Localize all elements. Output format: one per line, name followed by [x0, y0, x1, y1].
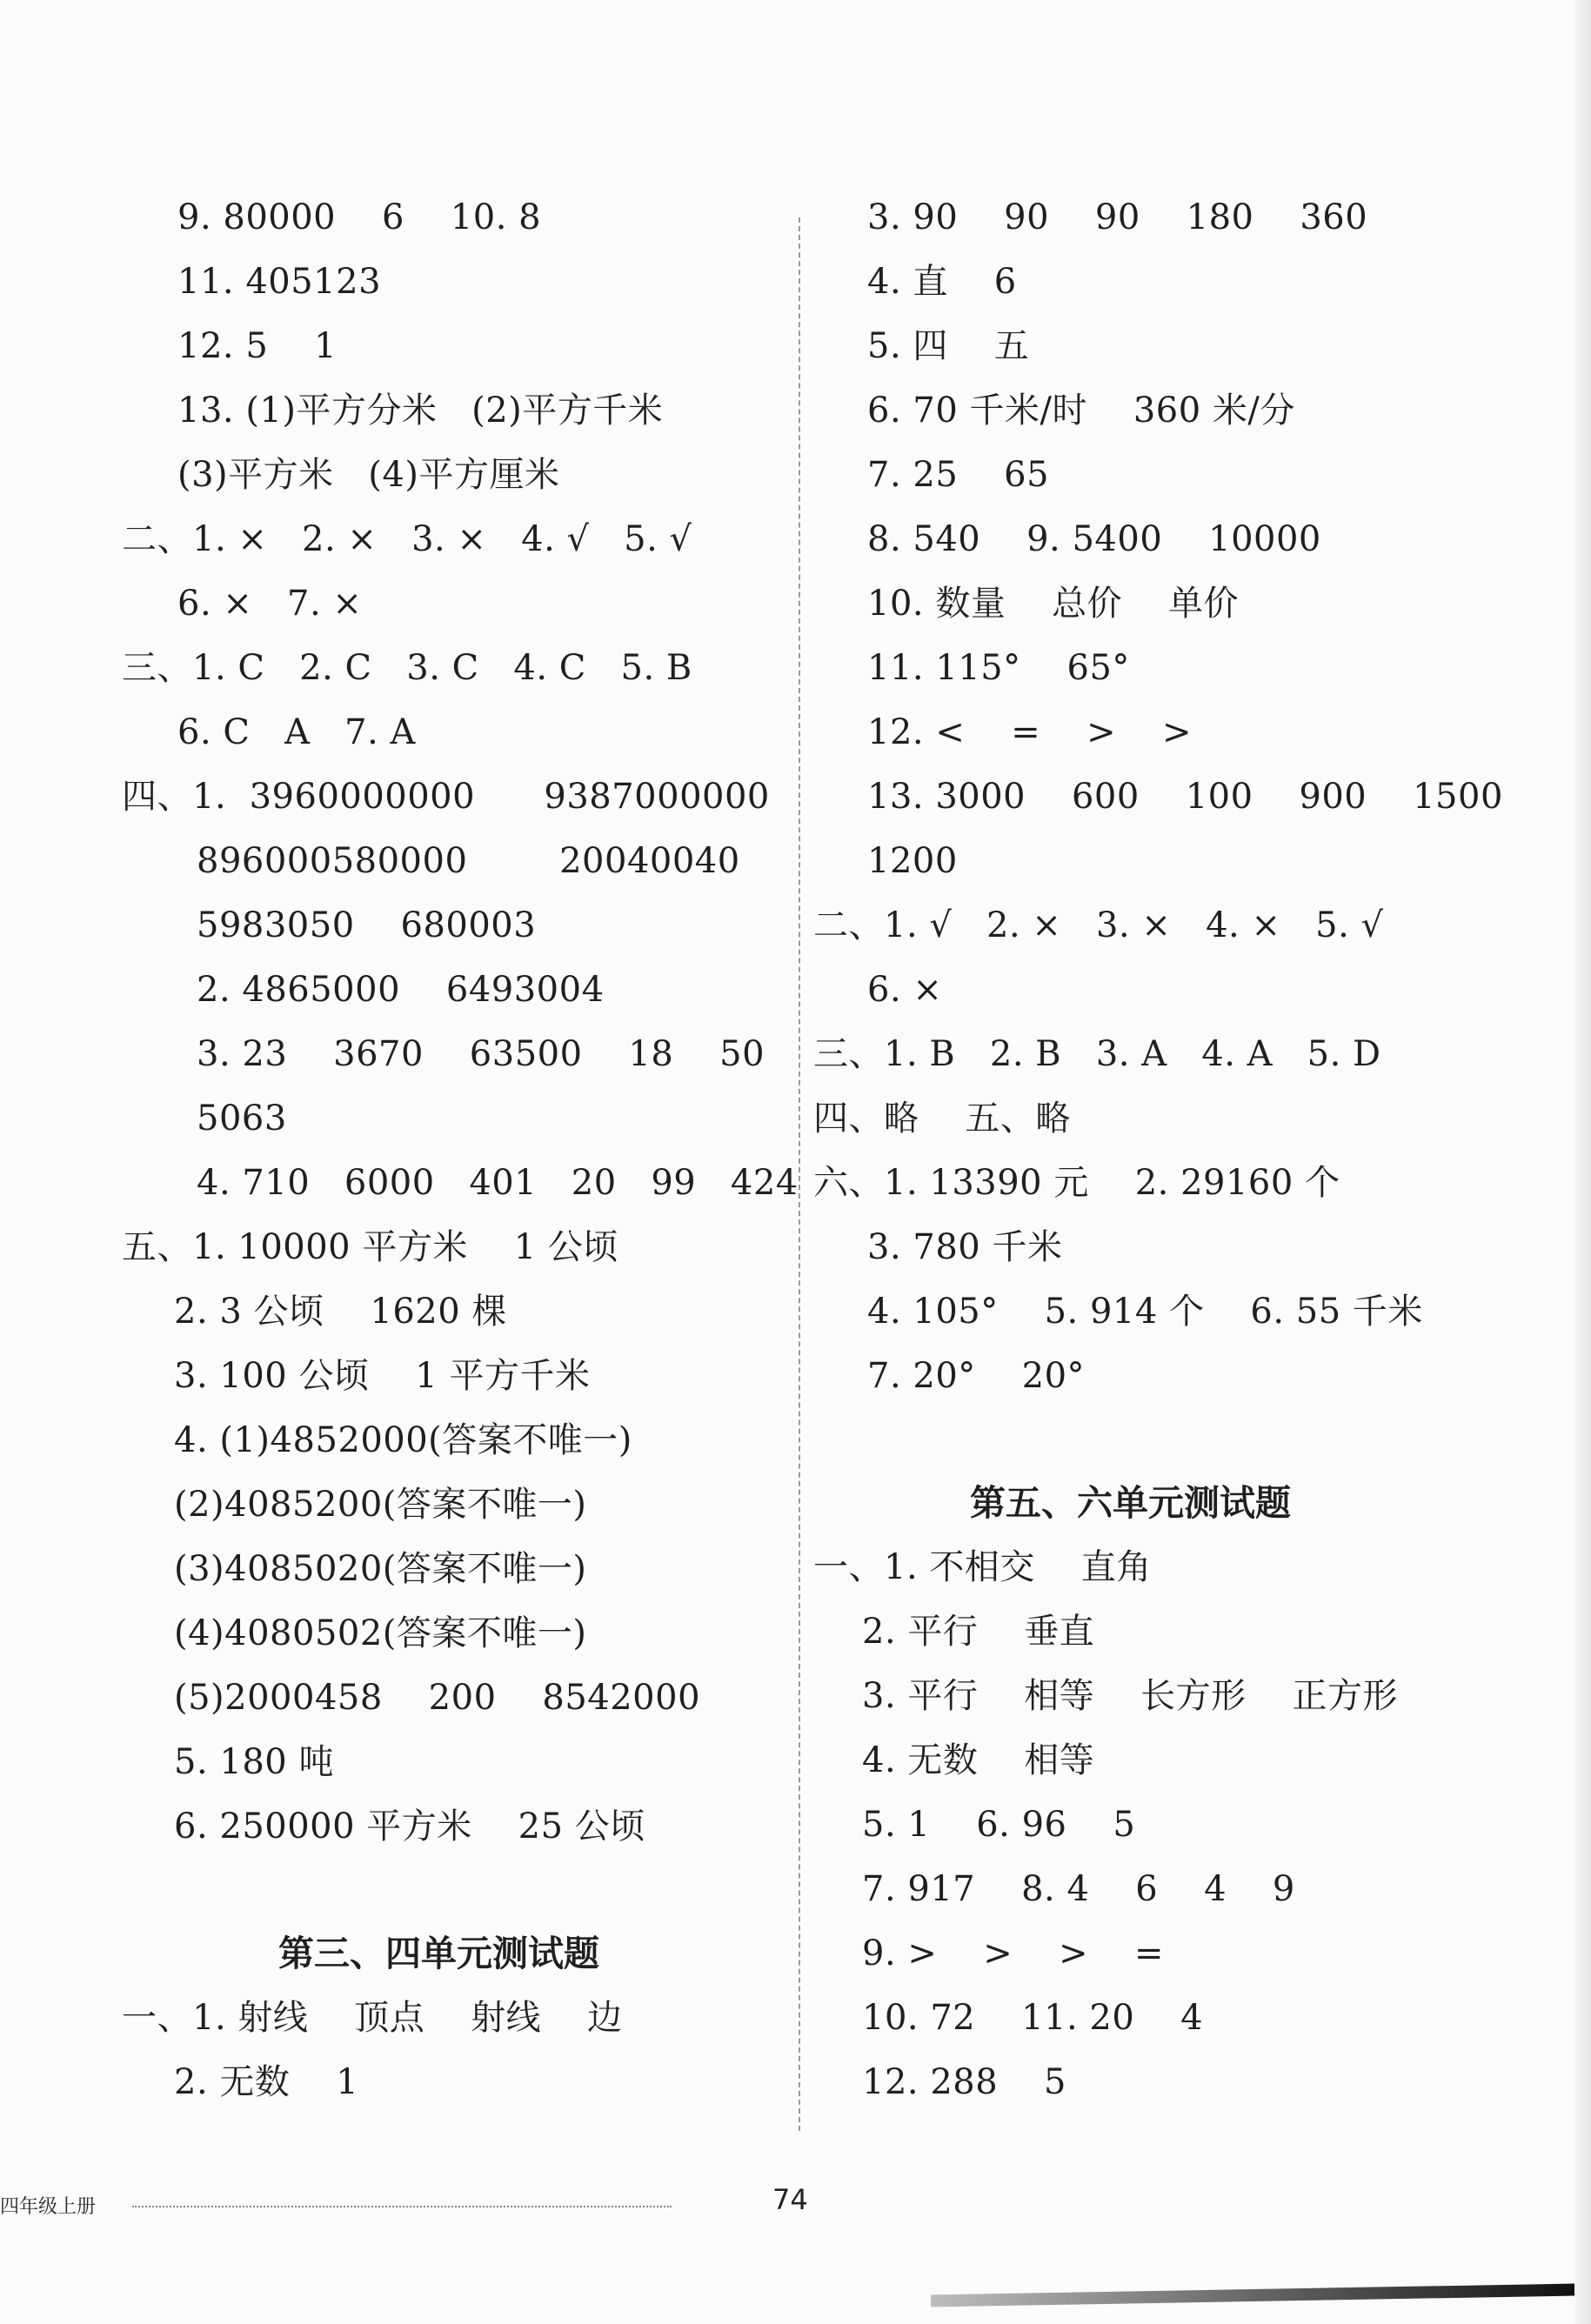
footer-rule — [132, 2206, 672, 2207]
answer-line: 12. < = > > — [867, 712, 1192, 752]
answer-line: 六、1. 13390 元 2. 29160 个 — [813, 1163, 1340, 1203]
answer-line: 7. 917 8. 4 6 4 9 — [862, 1869, 1295, 1909]
answer-line: 6. 250000 平方米 25 公顷 — [174, 1806, 645, 1847]
answer-line: 3. 90 90 90 180 360 — [867, 197, 1368, 237]
answer-line: (2)4085200(答案不唯一) — [174, 1485, 587, 1525]
answer-line: 896000580000 20040040 — [197, 841, 740, 881]
answer-line: 6. × 7. × — [177, 584, 363, 624]
answer-line: 3. 平行 相等 长方形 正方形 — [862, 1676, 1398, 1716]
answer-line: 4. 无数 相等 — [862, 1740, 1095, 1780]
answer-line: 6. C A 7. A — [177, 712, 416, 752]
scan-shadow-bar — [931, 2284, 1574, 2307]
answer-line: 1200 — [867, 841, 958, 881]
answer-line: 二、1. × 2. × 3. × 4. √ 5. √ — [122, 519, 692, 559]
answer-line: 4. 710 6000 401 20 99 424 — [197, 1163, 799, 1203]
answer-line: 3. 780 千米 — [867, 1227, 1063, 1267]
answer-line: 2. 无数 1 — [174, 2062, 359, 2102]
answer-line: 一、1. 射线 顶点 射线 边 — [122, 1998, 623, 2038]
answer-line: (5)2000458 200 8542000 — [174, 1678, 701, 1718]
answer-line: 4. 105° 5. 914 个 6. 55 千米 — [867, 1292, 1423, 1332]
answer-line: 12. 288 5 — [862, 2062, 1066, 2102]
answer-line: 9. 80000 6 10. 8 — [177, 197, 542, 237]
answer-line: 4. (1)4852000(答案不唯一) — [174, 1420, 632, 1460]
page-edge — [1575, 0, 1591, 2324]
answer-line: 3. 100 公顷 1 平方千米 — [174, 1356, 591, 1396]
answer-line: 四、略 五、略 — [813, 1099, 1071, 1139]
answer-line: 四、1. 3960000000 9387000000 — [122, 777, 770, 817]
answer-line: 三、1. B 2. B 3. A 4. A 5. D — [813, 1034, 1381, 1074]
answer-line: (3)4085020(答案不唯一) — [174, 1549, 587, 1589]
answer-line: 一、1. 不相交 直角 — [813, 1547, 1152, 1587]
answer-line: 13. 3000 600 100 900 1500 — [867, 777, 1503, 817]
answer-line: 5983050 680003 — [197, 905, 537, 945]
answer-line: 三、1. C 2. C 3. C 4. C 5. B — [122, 648, 692, 688]
answer-line: 二、1. √ 2. × 3. × 4. × 5. √ — [813, 905, 1384, 945]
answer-line: 7. 25 65 — [867, 455, 1050, 495]
answer-line: 6. 70 千米/时 360 米/分 — [867, 391, 1295, 431]
answer-line: 9. > > > = — [862, 1933, 1165, 1973]
answer-line: 五、1. 10000 平方米 1 公顷 — [122, 1227, 618, 1267]
answer-line: 4. 直 6 — [867, 262, 1017, 302]
answer-line: 2. 3 公顷 1620 棵 — [174, 1292, 507, 1332]
grade-label: 四年级上册 — [0, 2196, 97, 2218]
answer-line: 8. 540 9. 5400 10000 — [867, 519, 1321, 559]
answer-line: 12. 5 1 — [177, 326, 338, 366]
section-heading: 第五、六单元测试题 — [970, 1482, 1291, 1524]
answer-line: 11. 405123 — [177, 262, 382, 302]
answer-line: 3. 23 3670 63500 18 50 — [197, 1034, 765, 1074]
answer-line: 11. 115° 65° — [867, 648, 1130, 688]
answer-line: 13. (1)平方分米 (2)平方千米 — [177, 391, 664, 431]
answer-line: 10. 72 11. 20 4 — [862, 1998, 1204, 2038]
answer-line: 10. 数量 总价 单价 — [867, 584, 1240, 624]
answer-line: 2. 平行 垂直 — [862, 1612, 1095, 1652]
page-number: 74 — [772, 2183, 808, 2216]
answer-line: (3)平方米 (4)平方厘米 — [177, 455, 560, 495]
answer-line: (4)4080502(答案不唯一) — [174, 1613, 587, 1653]
answer-line: 7. 20° 20° — [867, 1356, 1086, 1396]
answer-line: 6. × — [867, 970, 943, 1010]
answer-line: 5063 — [197, 1099, 287, 1139]
answer-line: 2. 4865000 6493004 — [197, 970, 605, 1010]
answer-line: 5. 180 吨 — [174, 1742, 334, 1782]
answer-line: 5. 四 五 — [867, 326, 1030, 366]
column-divider — [799, 217, 800, 2131]
section-heading: 第三、四单元测试题 — [278, 1933, 599, 1974]
answer-line: 5. 1 6. 96 5 — [862, 1805, 1136, 1845]
